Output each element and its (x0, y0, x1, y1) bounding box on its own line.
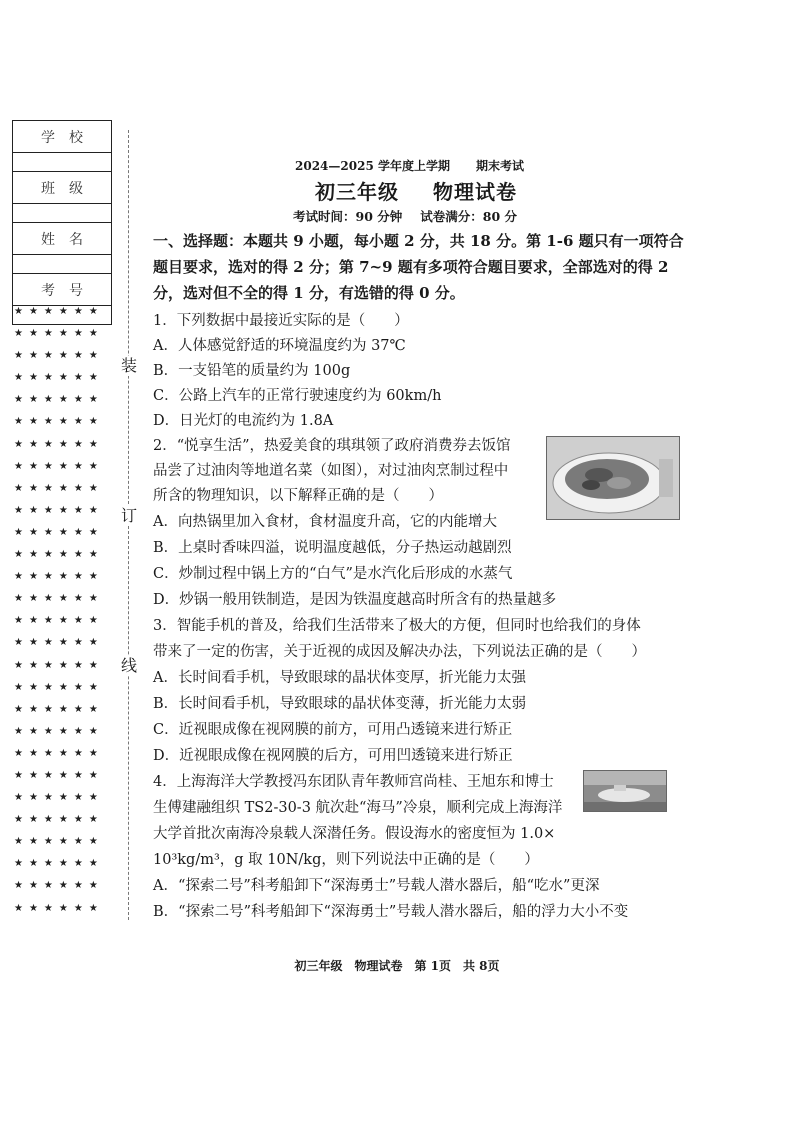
submarine-illustration (584, 771, 666, 811)
q1-stem: 1．下列数据中最接近实际的是（ ） (153, 313, 409, 329)
binding-char-xian: 线 (121, 656, 138, 675)
name-blank[interactable] (13, 255, 111, 274)
star-row: ★★★★★★ (14, 725, 104, 737)
q1-option-d: D．日光灯的电流约为 1.8A (153, 413, 334, 429)
q4-stem-2: 生傅建融组织 TS2-30-3 航次赴“海马”冷泉，顺利完成上海海洋 (153, 800, 563, 816)
name-label: 姓名 (41, 231, 97, 248)
star-row: ★★★★★★ (14, 328, 104, 340)
star-row: ★★★★★★ (14, 814, 104, 826)
star-row: ★★★★★★ (14, 792, 104, 804)
class-blank[interactable] (13, 204, 111, 223)
star-row: ★★★★★★ (14, 372, 104, 384)
q4-option-a: A．“探索二号”科考船卸下“深海勇士”号载人潜水器后，船“吃水”更深 (153, 878, 600, 894)
star-row: ★★★★★★ (14, 615, 104, 627)
star-row: ★★★★★★ (14, 460, 104, 472)
q2-option-c: C．炒制过程中锅上方的“白气”是水汽化后形成的水蒸气 (153, 566, 513, 582)
binding-char-ding: 订 (121, 506, 138, 525)
star-border-decoration (14, 301, 106, 920)
q2-stem-2: 品尝了过油肉等地道名菜（如图），对过油肉烹制过程中 (153, 463, 509, 479)
q3-stem-2: 带来了一定的伤害，关于近视的成因及解决办法，下列说法正确的是（ ） (153, 644, 646, 660)
star-row: ★★★★★★ (14, 482, 104, 494)
star-row: ★★★★★★ (14, 350, 104, 362)
q4-stem-1: 4．上海海洋大学教授冯东团队青年教师宫尚桂、王旭东和博士 (153, 774, 554, 790)
q1-option-a: A．人体感觉舒适的环境温度约为 37℃ (153, 338, 406, 354)
school-blank[interactable] (13, 153, 111, 172)
star-row: ★★★★★★ (14, 571, 104, 583)
section1-line3: 分，选对但不全的得 1 分，有选错的得 0 分。 (153, 284, 465, 302)
exam-title (315, 176, 517, 205)
q3-option-b: B．长时间看手机，导致眼球的晶状体变薄，折光能力太弱 (153, 696, 527, 712)
class-row[interactable] (13, 172, 111, 204)
star-row: ★★★★★★ (14, 504, 104, 516)
exam-time: 考试时间：90 分钟 (293, 209, 403, 224)
star-row: ★★★★★★ (14, 747, 104, 759)
star-row: ★★★★★★ (14, 593, 104, 605)
submarine-photo (583, 770, 667, 812)
exam-term-line (295, 157, 524, 174)
star-row: ★★★★★★ (14, 703, 104, 715)
section1-line2: 题目要求，选对的得 2 分；第 7~9 题有多项符合题目要求，全部选对的得 2 (153, 258, 669, 276)
q1-option-c: C．公路上汽车的正常行驶速度约为 60km/h (153, 388, 442, 404)
q2-option-d: D．炒锅一般用铁制造，是因为铁温度越高时所含有的热量越多 (153, 592, 557, 608)
q2-option-a: A．向热锅里加入食材，食材温度升高，它的内能增大 (153, 514, 497, 530)
section1-line1: 一、选择题：本题共 9 小题，每小题 2 分，共 18 分。第 1-6 题只有一项符合 (153, 232, 684, 250)
school-row[interactable] (13, 121, 111, 153)
q3-stem-1: 3．智能手机的普及，给我们生活带来了极大的方便，但同时也给我们的身体 (153, 618, 641, 634)
q4-stem-3: 大学首批次南海冷泉载人深潜任务。假设海水的密度恒为 1.0× (153, 826, 556, 842)
binding-char-zhuang: 装 (121, 356, 138, 375)
star-row: ★★★★★★ (14, 858, 104, 870)
q3-option-d: D．近视眼成像在视网膜的后方，可用凹透镜来进行矫正 (153, 748, 513, 764)
star-row: ★★★★★★ (14, 416, 104, 428)
star-row: ★★★★★★ (14, 306, 104, 317)
page-footer: 初三年级 物理试卷 第 1页 共 8页 (294, 959, 500, 973)
exam-score: 试卷满分：80 分 (420, 209, 517, 224)
grade-title: 初三年级 (315, 180, 399, 204)
school-label: 学校 (41, 129, 97, 146)
dish-photo (546, 436, 680, 520)
q3-option-a: A．长时间看手机，导致眼球的晶状体变厚，折光能力太强 (153, 670, 526, 686)
star-row: ★★★★★★ (14, 659, 104, 671)
name-row[interactable] (13, 223, 111, 255)
star-row: ★★★★★★ (14, 637, 104, 649)
student-info-table (12, 120, 112, 325)
star-row: ★★★★★★ (14, 902, 104, 914)
star-row: ★★★★★★ (14, 549, 104, 561)
term-text: 2024—2025 学年度上学期 (295, 159, 450, 173)
q1-option-b: B．一支铅笔的质量约为 100g (153, 363, 351, 379)
star-row: ★★★★★★ (14, 394, 104, 406)
star-row: ★★★★★★ (14, 880, 104, 892)
number-label: 考号 (41, 282, 97, 299)
q2-option-b: B．上桌时香味四溢，说明温度越低，分子热运动越剧烈 (153, 540, 512, 556)
star-row: ★★★★★★ (14, 526, 104, 538)
star-row: ★★★★★★ (14, 769, 104, 781)
dish-illustration (547, 437, 679, 519)
star-row: ★★★★★★ (14, 836, 104, 848)
q2-stem-3: 所含的物理知识，以下解释正确的是（ ） (153, 488, 443, 504)
q4-option-b: B．“探索二号”科考船卸下“深海勇士”号载人潜水器后，船的浮力大小不变 (153, 904, 629, 920)
star-row: ★★★★★★ (14, 438, 104, 450)
star-row: ★★★★★★ (14, 681, 104, 693)
exam-type: 期末考试 (475, 159, 524, 173)
class-label: 班级 (41, 180, 97, 197)
q4-stem-4: 10³kg/m³，g 取 10N/kg，则下列说法中正确的是（ ） (153, 852, 539, 868)
subject-title: 物理试卷 (433, 180, 517, 204)
q2-stem-1: 2．“悦享生活”，热爱美食的琪琪领了政府消费券去饭馆 (153, 438, 511, 454)
q3-option-c: C．近视眼成像在视网膜的前方，可用凸透镜来进行矫正 (153, 722, 513, 738)
exam-meta (293, 207, 517, 225)
